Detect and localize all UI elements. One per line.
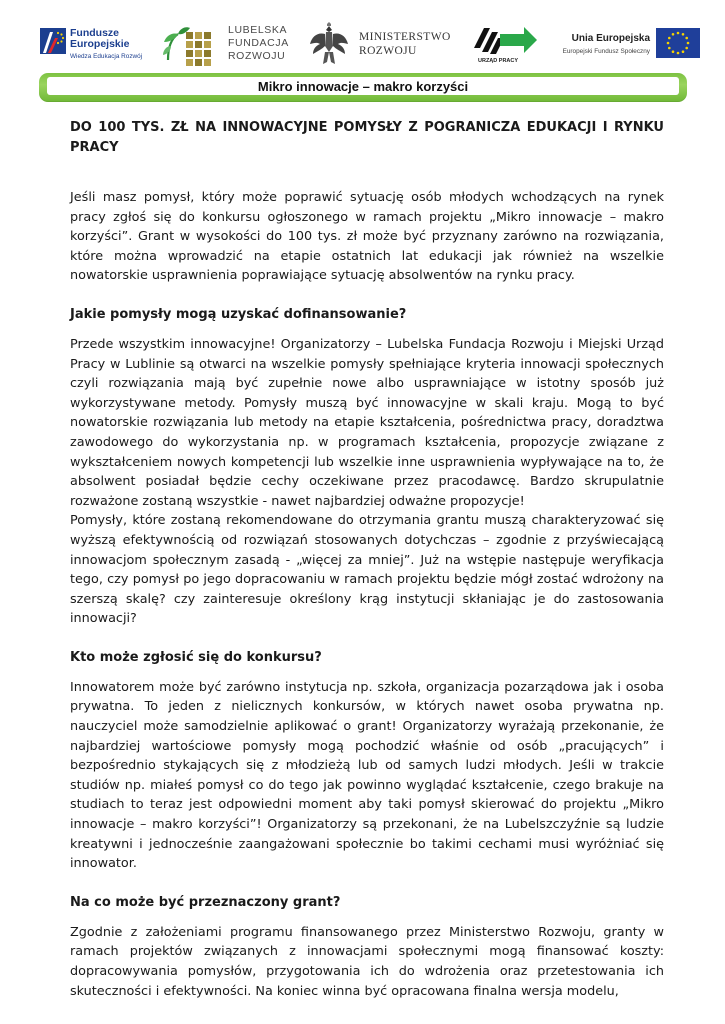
fundusze-europejskie-logo bbox=[36, 20, 154, 70]
intro-paragraph: Jeśli masz pomysł, który może poprawić sytuację osób młodych wchodzących na rynek pracy zgłoś się do konkursu ogłoszonego w ramach projektu „Mikro innowacje – makro korzyści”. Grant w wysokości do 100 tys. zł może być przyznany zarówno na rozwiązania, które można wprowadzić na etapie ostatnich lat edukacji jak również na wszelkie nowatorskie usprawnienia poprawiające sytuację absolwentów na rynku pracy. bbox=[70, 190, 664, 284]
section-paragraph: Zgodnie z założeniami programu finansowanego przez Ministerstwo Rozwoju, granty w ramach projektów związanych z innowacjami społecznymi mogą finansować koszty: dopracowywania pomysłów, przygotowania ich do wdrożenia oraz przetestowania ich skuteczności i efektywności. Na koniec winna być opracowana finalna wersja modelu, bbox=[70, 924, 664, 999]
section-title-grant-purpose: Na co może być przeznaczony grant? bbox=[70, 894, 341, 910]
ministerstwo-title: MINISTERSTWO ROZWOJU bbox=[359, 31, 451, 57]
urzad-pracy-logo bbox=[472, 20, 544, 70]
document-content bbox=[70, 116, 664, 1001]
fundusze-title: Fundusze Europejskie bbox=[70, 27, 130, 50]
fundusze-europejskie-icon bbox=[40, 28, 66, 54]
section-title-who-can-apply: Kto może zgłosić się do konkursu? bbox=[70, 649, 322, 665]
banner-inner bbox=[47, 77, 679, 95]
logo-bar bbox=[36, 20, 700, 70]
unia-subtitle: Europejski Fundusz Społeczny bbox=[562, 48, 650, 55]
eagle-emblem-icon bbox=[308, 22, 350, 68]
banner-title: Mikro innowacje – makro korzyści bbox=[257, 78, 469, 94]
eu-flag-icon bbox=[656, 28, 700, 58]
unia-title: Unia Europejska bbox=[571, 33, 650, 44]
section-title-eligible-ideas: Jakie pomysły mogą uzyskać dofinansowanie? bbox=[70, 306, 407, 322]
urzad-pracy-label: URZĄD PRACY bbox=[478, 58, 519, 64]
section-paragraph: Przede wszystkim innowacyjne! Organizatorzy – Lubelska Fundacja Rozwoju i Miejski Urząd Pracy w Lublinie są otwarci na wszelkie pomysły spełniające kryteria innowacji społecznych czyli rozwiązania mają być zupełnie nowe albo usprawniające w istotny sposób już wykorzystywane metody. Pomysły muszą być innowacyjne w skali kraju. Mogą to być nowatorskie rozwiązania lub metody na etapie kształcenia, pośrednictwa pracy, doradztwa zawodowego do wykorzystania np. w programach kształcenia, propozycje związane z wykształceniem nowych kompetencji lub wszelkie inne usprawnienia wypływające na to, że absolwent posiadał będzie cechy oczekiwane przez pracodawcę. Bardzo skrupulatnie rozważone zostaną wszystkie - nawet najbardziej odważne propozycje! bbox=[70, 336, 664, 509]
lfr-tree-icon bbox=[162, 24, 218, 66]
lfr-title: LUBELSKA FUNDACJA ROZWOJU bbox=[228, 24, 289, 62]
lubelska-fundacja-rozwoju-logo bbox=[162, 20, 292, 70]
project-banner bbox=[39, 73, 687, 102]
fundusze-subtitle: Wiedza Edukacja Rozwój bbox=[70, 53, 143, 60]
urzad-pracy-arrow-icon bbox=[472, 24, 538, 56]
section-paragraph: Innowatorem może być zarówno instytucja np. szkoła, organizacja pozarządowa jak i osoba prywatna. To jeden z nielicznych konkursów, w których nawet osoba prywatna np. nauczyciel może samodzielnie aplikować o grant! Organizatorzy wyrażają przekonanie, że najbardziej wartościowe pomysły mogą pochodzić właśnie od osób „pracujących” i bezpośrednio stykających się z młodzieżą lub od samych ludzi młodych. Jeśli w trakcie studiów np. miałeś pomysł co do tego jak powinno wyglądać kształcenie, czego brakuje na studiach to teraz jest odpowiedni moment aby taki pomysł skierować do projektu „Mikro innowacje – makro korzyści”! Organizatorzy są przekonani, że na Lubelszczyźnie są ludzie kreatywni i jednocześnie zaangażowani społecznie bo takimi cechami musi wyróżniać się innowator. bbox=[70, 679, 664, 872]
document-heading: DO 100 TYS. ZŁ NA INNOWACYJNE POMYSŁY Z POGRANICZA EDUKACJI I RYNKU PRACY bbox=[70, 120, 664, 155]
ministerstwo-rozwoju-logo bbox=[308, 20, 458, 70]
section-paragraph: Pomysły, które zostaną rekomendowane do otrzymania grantu muszą charakteryzować się wyższą efektywnością od rozwiązań stosowanych dotychczas – zgodnie z przyświecającą innowacjom społecznym zasadą - „więcej za mniej”. Już na wstępie następuje weryfikacja tego, czy pomysł po jego dopracowaniu w ramach projektu będzie mógł zostać wdrożony na szerszą skalę? czy zainteresuje określony krąg instytucji skłaniając je do zastosowania innowacji? bbox=[70, 513, 664, 627]
unia-europejska-logo bbox=[552, 20, 700, 70]
